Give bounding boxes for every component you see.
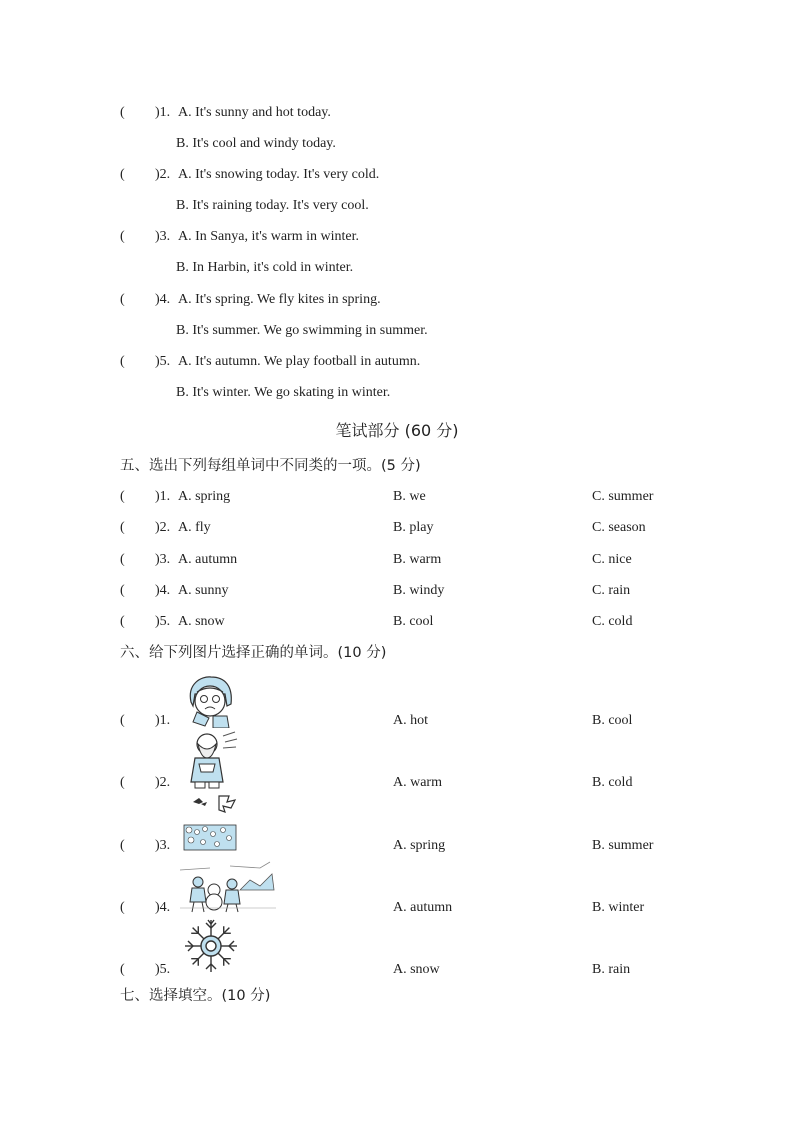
section-seven-title: 七、选择填空。(10 分) [120,988,271,1004]
option-a: A. It's autumn. We play football in autumn. [178,354,421,369]
option-b: B. summer [592,838,654,853]
question-number: )4. [155,292,171,307]
answer-paren: ( [120,167,125,182]
question-number: )2. [155,520,171,535]
option-b: B. play [393,520,434,535]
cold-grandpa-icon [183,730,239,790]
option-c: C. nice [592,552,632,567]
question-number: )5. [155,962,171,977]
snowflake-icon [183,918,239,974]
hot-girl-fanning-icon [183,674,237,728]
option-b: B. windy [393,583,445,598]
option-b: B. cool [592,713,633,728]
written-part-title: 笔试部分 (60 分) [335,421,459,440]
answer-paren: ( [120,614,125,629]
option-a: A. In Sanya, it's warm in winter. [178,229,359,244]
section-five-title: 五、选出下列每组单词中不同类的一项。(5 分) [120,458,421,474]
option-c: C. cold [592,614,633,629]
question-number: )2. [155,167,171,182]
question-number: )1. [155,105,171,120]
answer-paren: ( [120,713,125,728]
answer-paren: ( [120,838,125,853]
question-number: )5. [155,354,171,369]
option-b: B. In Harbin, it's cold in winter. [176,260,354,275]
option-b: B. rain [592,962,631,977]
option-c: C. rain [592,583,631,598]
answer-paren: ( [120,900,125,915]
question-number: )4. [155,583,171,598]
question-number: )3. [155,229,171,244]
option-a: A. snow [393,962,440,977]
option-b: B. It's raining today. It's very cool. [176,198,369,213]
option-b: B. It's summer. We go swimming in summer. [176,323,428,338]
option-a: A. autumn [393,900,453,915]
question-number: )4. [155,900,171,915]
option-a: A. It's sunny and hot today. [178,105,331,120]
option-a: A. It's spring. We fly kites in spring. [178,292,381,307]
option-b: B. cool [393,614,434,629]
answer-paren: ( [120,292,125,307]
option-a: A. spring [393,838,446,853]
answer-paren: ( [120,552,125,567]
question-number: )2. [155,775,171,790]
option-c: C. summer [592,489,654,504]
option-a: A. spring [178,489,231,504]
option-a: A. fly [178,520,211,535]
answer-paren: ( [120,583,125,598]
option-a: A. warm [393,775,442,790]
question-number: )1. [155,489,171,504]
answer-paren: ( [120,354,125,369]
spring-birds-icon [183,792,239,852]
answer-paren: ( [120,962,125,977]
section-six-title: 六、给下列图片选择正确的单词。(10 分) [120,645,387,661]
question-number: )3. [155,552,171,567]
winter-snowman-icon [180,860,276,914]
question-number: )5. [155,614,171,629]
answer-paren: ( [120,775,125,790]
option-a: A. hot [393,713,428,728]
option-b: B. we [393,489,426,504]
option-b: B. winter [592,900,645,915]
option-b: B. cold [592,775,633,790]
option-b: B. It's winter. We go skating in winter. [176,385,391,400]
question-number: )3. [155,838,171,853]
answer-paren: ( [120,489,125,504]
option-b: B. It's cool and windy today. [176,136,336,151]
answer-paren: ( [120,105,125,120]
option-b: B. warm [393,552,442,567]
option-a: A. snow [178,614,225,629]
option-a: A. autumn [178,552,238,567]
option-c: C. season [592,520,646,535]
option-a: A. sunny [178,583,229,598]
answer-paren: ( [120,229,125,244]
answer-paren: ( [120,520,125,535]
option-a: A. It's snowing today. It's very cold. [178,167,380,182]
question-number: )1. [155,713,171,728]
